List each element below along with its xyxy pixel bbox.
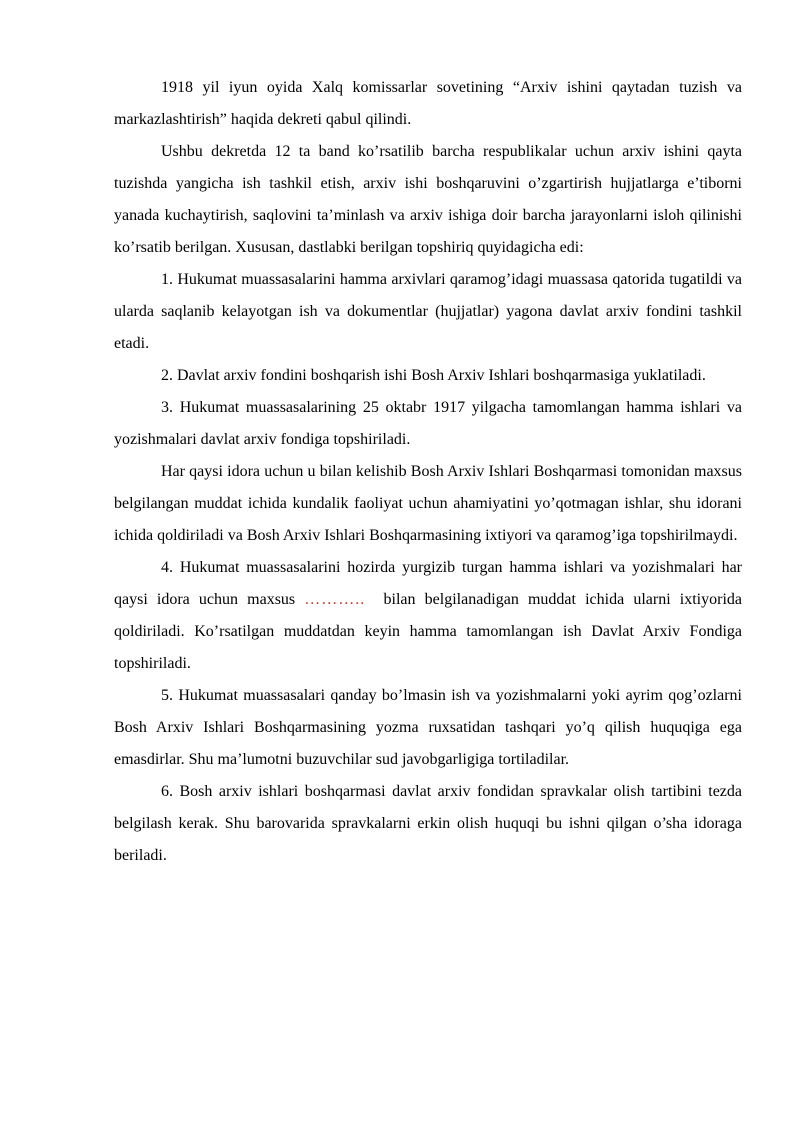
list-item-3: 3. Hukumat muassasalarining 25 oktabr 1917 yilgacha tamomlangan hamma ishlari va yozishmalari davlat arxiv fondiga topshiriladi. bbox=[114, 399, 742, 448]
list-item-6: 6. Bosh arxiv ishlari boshqarmasi davlat arxiv fondidan spravkalar olish tartibini tezda belgilash kerak. Shu barovarida spravkalarni erkin olish huquqi bu ishni qilgan o’sha idoraga beriladi. bbox=[114, 783, 742, 864]
list-item-1: 1. Hukumat muassasalarini hamma arxivlari qaramog’idagi muassasa qatorida tugatildi va ularda saqlanib kelayotgan ish va dokumentlar (hujjatlar) yagona davlat arxiv fondini tashkil etadi. bbox=[114, 271, 742, 352]
list-item-4-after: bilan belgilanadigan muddat ichida ularni ixtiyorida qoldiriladi. Ko’rsatilgan muddatdan keyin hamma tamomlangan ish Davlat Arxiv Fondiga topshiriladi. bbox=[114, 591, 747, 672]
list-item-4-before: 4. Hukumat muassasalarini hozirda yurgizib turgan hamma ishlari va yozishmalari har qaysi idora uchun maxsus bbox=[114, 559, 742, 608]
list-item-5: 5. Hukumat muassasalari qanday bo’lmasin ish va yozishmalarni yoki ayrim qog’ozlarni Bosh Arxiv Ishlari Boshqarmasining yozma ruxsatidan tashqari yo’q qilish huquqiga ega emasdirlar. Shu ma’lumotni buzuvchilar sud javobgarligiga tortiladilar. bbox=[114, 687, 742, 768]
list-item-4-placeholder-dots: ……….. bbox=[304, 591, 366, 608]
paragraph-decree-summary: Ushbu dekretda 12 ta band ko’rsatilib barcha respublikalar uchun arxiv ishini qayta tuzishda yangicha ish tashkil etish, arxiv ishi boshqaruvini o’zgartirish hujjatlarga e’tiborni yanada kuchaytirish, saqlovini ta’minlash va arxiv ishiga doir barcha jarayonlarni isloh qilinishi ko’rsatib berilgan. Xususan, dastlabki berilgan topshiriq quyidagicha edi: bbox=[114, 143, 742, 256]
list-item-2: 2. Davlat arxiv fondini boshqarish ishi Bosh Arxiv Ishlari boshqarmasiga yuklatiladi. bbox=[161, 367, 706, 384]
paragraph-exception-note: Har qaysi idora uchun u bilan kelishib Bosh Arxiv Ishlari Boshqarmasi tomonidan maxsus belgilangan muddat ichida kundalik faoliyat uchun ahamiyatini yo’qotmagan ishlar, shu idorani ichida qoldiriladi va Bosh Arxiv Ishlari Boshqarmasining ixtiyori va qaramog’iga topshirilmaydi. bbox=[114, 463, 742, 544]
list-item-4 bbox=[114, 552, 747, 680]
document-page bbox=[114, 72, 747, 872]
paragraph-decree-intro: 1918 yil iyun oyida Xalq komissarlar sovetining “Arxiv ishini qaytadan tuzish va markazlashtirish” haqida dekreti qabul qilindi. bbox=[114, 79, 742, 128]
